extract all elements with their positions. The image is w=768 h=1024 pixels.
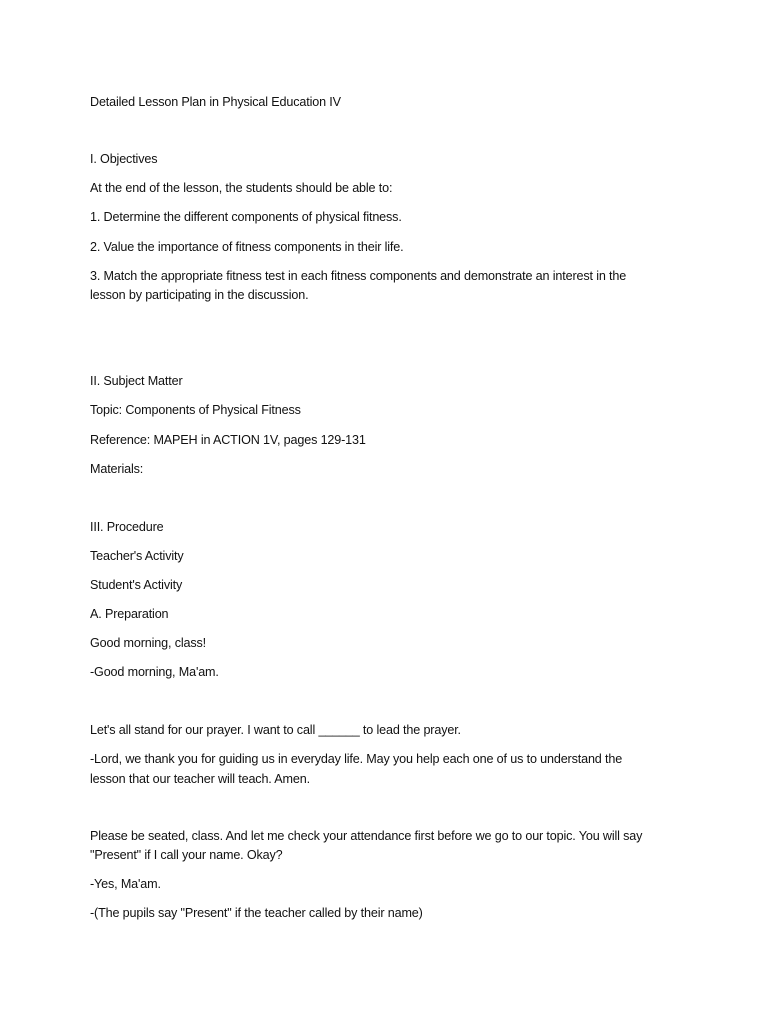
procedure-heading: III. Procedure — [90, 520, 164, 534]
subject-matter-heading: II. Subject Matter — [90, 374, 183, 388]
objective-item-2: 2. Value the importance of fitness components in their life. — [90, 240, 404, 254]
teacher-activity-label: Teacher's Activity — [90, 549, 184, 563]
student-greeting-reply: -Good morning, Ma'am. — [90, 665, 219, 679]
preparation-heading: A. Preparation — [90, 607, 169, 621]
prayer-text-line-2: lesson that our teacher will teach. Amen. — [90, 772, 310, 786]
attendance-instruction-line-2: "Present" if I call your name. Okay? — [90, 848, 283, 862]
document-title: Detailed Lesson Plan in Physical Education IV — [90, 95, 341, 109]
prayer-call: Let's all stand for our prayer. I want to call ______ to lead the prayer. — [90, 723, 461, 737]
attendance-reply: -Yes, Ma'am. — [90, 877, 161, 891]
prayer-text-line-1: -Lord, we thank you for guiding us in everyday life. May you help each one of us to understand the — [90, 752, 623, 766]
subject-materials: Materials: — [90, 462, 144, 476]
attendance-note: -(The pupils say "Present" if the teacher called by their name) — [90, 906, 423, 920]
subject-topic: Topic: Components of Physical Fitness — [90, 403, 301, 417]
objectives-intro: At the end of the lesson, the students should be able to: — [90, 181, 393, 195]
teacher-greeting: Good morning, class! — [90, 636, 206, 650]
subject-reference: Reference: MAPEH in ACTION 1V, pages 129-131 — [90, 433, 366, 447]
objective-item-1: 1. Determine the different components of physical fitness. — [90, 210, 402, 224]
student-activity-label: Student's Activity — [90, 578, 183, 592]
objectives-heading: I. Objectives — [90, 152, 158, 166]
objective-item-3: 3. Match the appropriate fitness test in each fitness components and demonstrate an interest in the — [90, 269, 627, 283]
objective-item-3-continued: lesson by participating in the discussion. — [90, 288, 309, 302]
attendance-instruction-line-1: Please be seated, class. And let me check your attendance first before we go to our topic. You will say — [90, 829, 643, 843]
